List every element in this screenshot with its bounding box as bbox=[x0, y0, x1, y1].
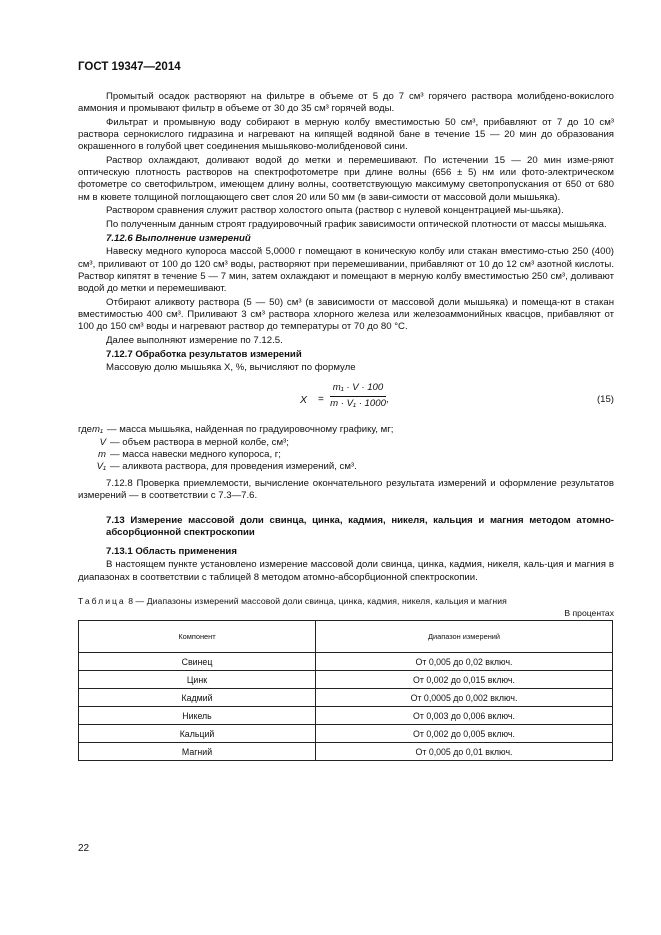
section-heading: 7.13 Измерение массовой доли свинца, цинка, кадмия, никеля, кальция и магния методом атомно-абсорбционной спектроскопии bbox=[106, 514, 614, 538]
cell-component: Магний bbox=[79, 743, 316, 761]
legend-symbol: V₁ bbox=[96, 461, 106, 473]
table-row bbox=[79, 725, 613, 743]
cell-range: От 0,005 до 0,02 включ. bbox=[316, 653, 613, 671]
legend-row bbox=[78, 424, 614, 436]
table-row bbox=[79, 689, 613, 707]
legend-symbol: m bbox=[98, 448, 106, 460]
page-number: 22 bbox=[78, 843, 90, 854]
paragraph: Промытый осадок растворяют на фильтре в объеме от 5 до 7 см³ горячего раствора молибдено-вокислого аммония и промывают фильтр в объеме от 30 до 35 см³ горячей воды. bbox=[78, 91, 614, 115]
cell-component: Цинк bbox=[79, 671, 316, 689]
legend-symbol: m₁ bbox=[92, 424, 104, 436]
table-units: В процентах bbox=[564, 607, 614, 618]
paragraph: Навеску медного купороса массой 5,0000 г помещают в коническую колбу или стакан вместимо-стью 250 (400) см³, приливают от 100 до 120 см³ воды, растворяют при перемешивании, прибавляют от 10 до 12 см³ азотной кислоты. Раствор кипятят в течение 5 — 7 мин, затем охлаждают и помещают в мерную колбу вместимостью 250 см³, доливают водой до метки и перемешивают. bbox=[78, 246, 614, 295]
cell-range: От 0,002 до 0,005 включ. bbox=[316, 725, 613, 743]
cell-range: От 0,005 до 0,01 включ. bbox=[316, 743, 613, 761]
cell-component: Никель bbox=[79, 707, 316, 725]
formula-lhs: X bbox=[300, 394, 308, 407]
table-header-row bbox=[79, 621, 613, 653]
paragraph: Далее выполняют измерение по 7.12.5. bbox=[106, 334, 283, 346]
formula-comma: , bbox=[386, 394, 389, 406]
legend-symbol: V bbox=[99, 436, 106, 448]
table-row bbox=[79, 743, 613, 761]
legend-row bbox=[78, 437, 614, 449]
cell-component: Свинец bbox=[79, 653, 316, 671]
legend-prefix: где bbox=[78, 424, 93, 436]
table-row bbox=[79, 707, 613, 725]
formula-denominator: m · V₁ · 1000 bbox=[330, 397, 386, 409]
legend-text: — масса навески медного купороса, г; bbox=[110, 448, 281, 460]
formula-fraction bbox=[330, 382, 386, 409]
legend-text: — объем раствора в мерной колбе, см³; bbox=[110, 436, 289, 448]
paragraph: Отбирают аликвоту раствора (5 — 50) см³ (в зависимости от массовой доли мышьяка) и помеща-ют в стакан вместимостью 400 см³. Приливают 3 см³ раствора хлорного железа или железоаммонийных квасцов, прибавляют от 100 до 150 см³ воды и нагревают раствор до температуры от 70 до 80 °С. bbox=[78, 296, 614, 333]
legend-text: — масса мышьяка, найденная по градуировочному графику, мг; bbox=[107, 424, 394, 436]
formula-legend bbox=[78, 424, 614, 473]
legend-text: — аликвота раствора, для проведения измерений, см³. bbox=[110, 461, 357, 473]
subsection-heading-text: 7.12.6 Выполнение измерений bbox=[106, 233, 251, 245]
formula-15 bbox=[78, 378, 614, 422]
paragraph: Раствором сравнения служит раствор холостого опыта (раствор с нулевой концентрацией мы-шьяка). bbox=[106, 205, 564, 217]
paragraph: Фильтрат и промывную воду собирают в мерную колбу вместимостью 50 см³, прибавляют от 7 до 10 см³ раствора сернокислого гидразина и нагревают на кипящей водяной бане в течение 15 — 20 мин до образования окрашенного в голубой цвет соединения мышьяково-молибденовой сини. bbox=[78, 116, 614, 153]
document-body bbox=[78, 91, 614, 761]
table-caption-text: 8 — Диапазоны измерений массовой доли свинца, цинка, кадмия, никеля, кальция и магния bbox=[125, 595, 507, 606]
table-row bbox=[79, 653, 613, 671]
table-row bbox=[79, 671, 613, 689]
subsection-heading: 7.12.7 Обработка результатов измерений bbox=[106, 349, 302, 361]
cell-range: От 0,002 до 0,015 включ. bbox=[316, 671, 613, 689]
formula-equals: = bbox=[318, 394, 324, 406]
cell-component: Кальций bbox=[79, 725, 316, 743]
paragraph: В настоящем пункте установлено измерение массовой доли свинца, цинка, кадмия, никеля, каль-ция и магния в диапазонах в соответствии с таблицей 8 методом атомно-абсорбционной спектроскопии. bbox=[78, 559, 614, 583]
legend-row bbox=[78, 461, 614, 473]
legend-row bbox=[78, 449, 614, 461]
subsection-heading bbox=[106, 233, 614, 245]
paragraph: 7.12.8 Проверка приемлемости, вычисление окончательного результата измерений и оформление результатов измерений — в соответствии с 7.3—7.6. bbox=[78, 478, 614, 502]
cell-component: Кадмий bbox=[79, 689, 316, 707]
table-caption-word: Таблица bbox=[78, 595, 126, 606]
formula-numerator: m₁ · V · 100 bbox=[330, 382, 386, 396]
ranges-table bbox=[78, 620, 613, 761]
formula-number: (15) bbox=[596, 394, 614, 406]
table-caption bbox=[78, 595, 614, 607]
cell-range: От 0,003 до 0,006 включ. bbox=[316, 707, 613, 725]
document-header: ГОСТ 19347—2014 bbox=[78, 61, 181, 73]
paragraph: По полученным данным строят градуировочный график зависимости оптической плотности от массы мышьяка. bbox=[106, 219, 607, 231]
column-header-component: Компонент bbox=[79, 621, 316, 653]
column-header-range: Диапазон измерений bbox=[316, 621, 613, 653]
paragraph: Раствор охлаждают, доливают водой до метки и перемешивают. По истечении 15 — 20 мин изме-ряют оптическую плотность растворов на спектрофотометре при длине волны (656 ± 5) нм или фото-электрическом фотометре со светофильтром, имеющем длину волны, соответствующую максимуму светопропускания от 650 от 680 нм в кювете толщиной поглощающего свет слоя 20 или 50 мм (в зави-симости от массовой доли мышьяка). bbox=[78, 155, 614, 203]
paragraph: Массовую долю мышьяка X, %, вычисляют по формуле bbox=[106, 362, 356, 374]
cell-range: От 0,0005 до 0,002 включ. bbox=[316, 689, 613, 707]
subsection-heading: 7.13.1 Область применения bbox=[106, 546, 237, 558]
